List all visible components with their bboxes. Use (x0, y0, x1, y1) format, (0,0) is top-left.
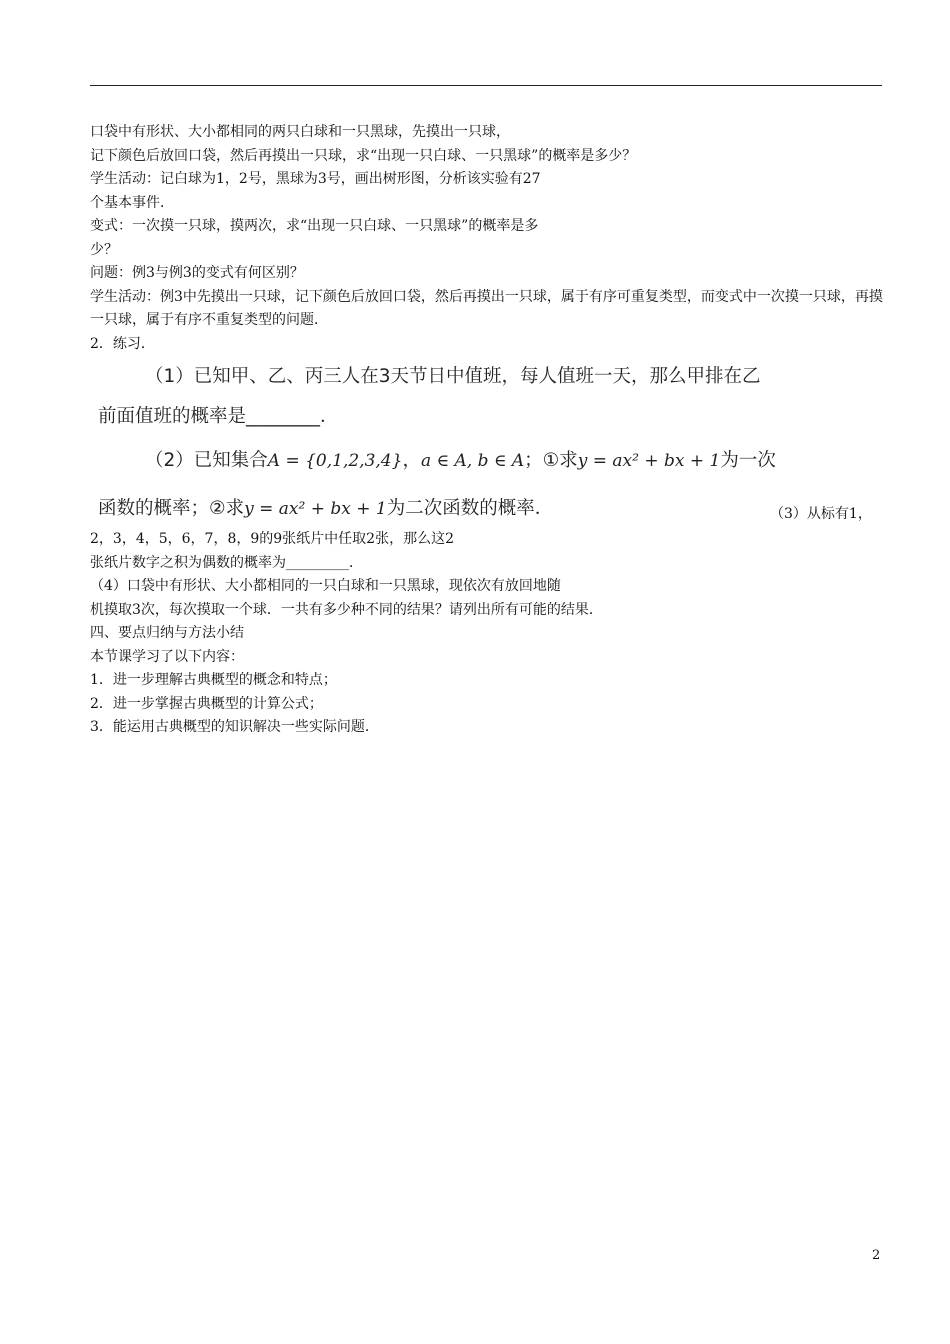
header-rule (90, 85, 882, 86)
exercise-1-line-2: 前面值班的概率是________． (98, 406, 339, 427)
document-body (90, 121, 885, 740)
page-number: 2 (872, 1248, 881, 1263)
text-line: 本节课学习了以下内容： (90, 648, 244, 665)
text-line: 机摸取3次，每次摸取一个球．一共有多少种不同的结果？请列出所有可能的结果． (90, 601, 603, 618)
list-item: 3．能运用古典概型的知识解决一些实际问题． (90, 719, 379, 735)
equation: y = ax² + bx + 1 (577, 451, 721, 471)
equation: y = ax² + bx + 1 (244, 499, 387, 519)
text-line: 张纸片数字之积为偶数的概率为_________． (90, 554, 363, 571)
exercise-2-text: 函数的概率；②求 (98, 498, 245, 519)
text-line: 个基本事件． (90, 194, 174, 211)
exercise-2-text: 为二次函数的概率． (386, 498, 554, 519)
text-line: 少？ (90, 241, 118, 258)
text-paragraph: 学生活动：例3中先摸出一只球，记下颜色后放回口袋，然后再摸出一只球，属于有序可重复类型，而变式中一次摸一只球，再摸一只球，属于有序不重复类型的问题． (90, 288, 883, 328)
exercise-2-text: 为一次 (720, 450, 776, 471)
text-line: 口袋中有形状、大小都相同的两只白球和一只黑球，先摸出一只球， (90, 124, 510, 140)
exercise-2-text: （2）已知集合 (145, 450, 268, 471)
text-line: 记下颜色后放回口袋，然后再摸出一只球，求“出现一只白球、一只黑球”的概率是多少？ (90, 147, 637, 164)
list-item: 2．进一步掌握古典概型的计算公式； (90, 695, 323, 712)
exercise-1-line-1: （1）已知甲、乙、丙三人在3天节日中值班，每人值班一天，那么甲排在乙 (145, 366, 761, 387)
membership-expression: a ∈ A, b ∈ A (420, 451, 525, 471)
text-line: 2，3，4，5，6，7，8，9的9张纸片中任取2张，那么这2 (90, 531, 454, 547)
punctuation: ， (402, 450, 421, 471)
set-expression: A = {0,1,2,3,4} (267, 451, 403, 471)
section-heading: 四、要点归纳与方法小结 (90, 625, 244, 641)
exercise-3-start: （3）从标有1， (770, 506, 872, 522)
text-line: 变式：一次摸一只球，摸两次，求“出现一只白球、一只黑球”的概率是多 (90, 218, 539, 234)
exercise-2-line-2 (98, 494, 553, 524)
exercise-2-line-1 (145, 446, 885, 476)
text-line: 问题：例3与例3的变式有何区别？ (90, 265, 304, 281)
section-heading: 2．练习． (90, 335, 155, 352)
text-line: 学生活动：记白球为1，2号，黑球为3号，画出树形图，分析该实验有27 (90, 171, 541, 187)
exercise-2-text: ；①求 (524, 450, 578, 471)
text-line: （4）口袋中有形状、大小都相同的一只白球和一只黑球，现依次有放回地随 (90, 578, 561, 594)
exercise-2-line-2-row (90, 494, 885, 524)
list-item: 1．进一步理解古典概型的概念和特点； (90, 672, 337, 688)
